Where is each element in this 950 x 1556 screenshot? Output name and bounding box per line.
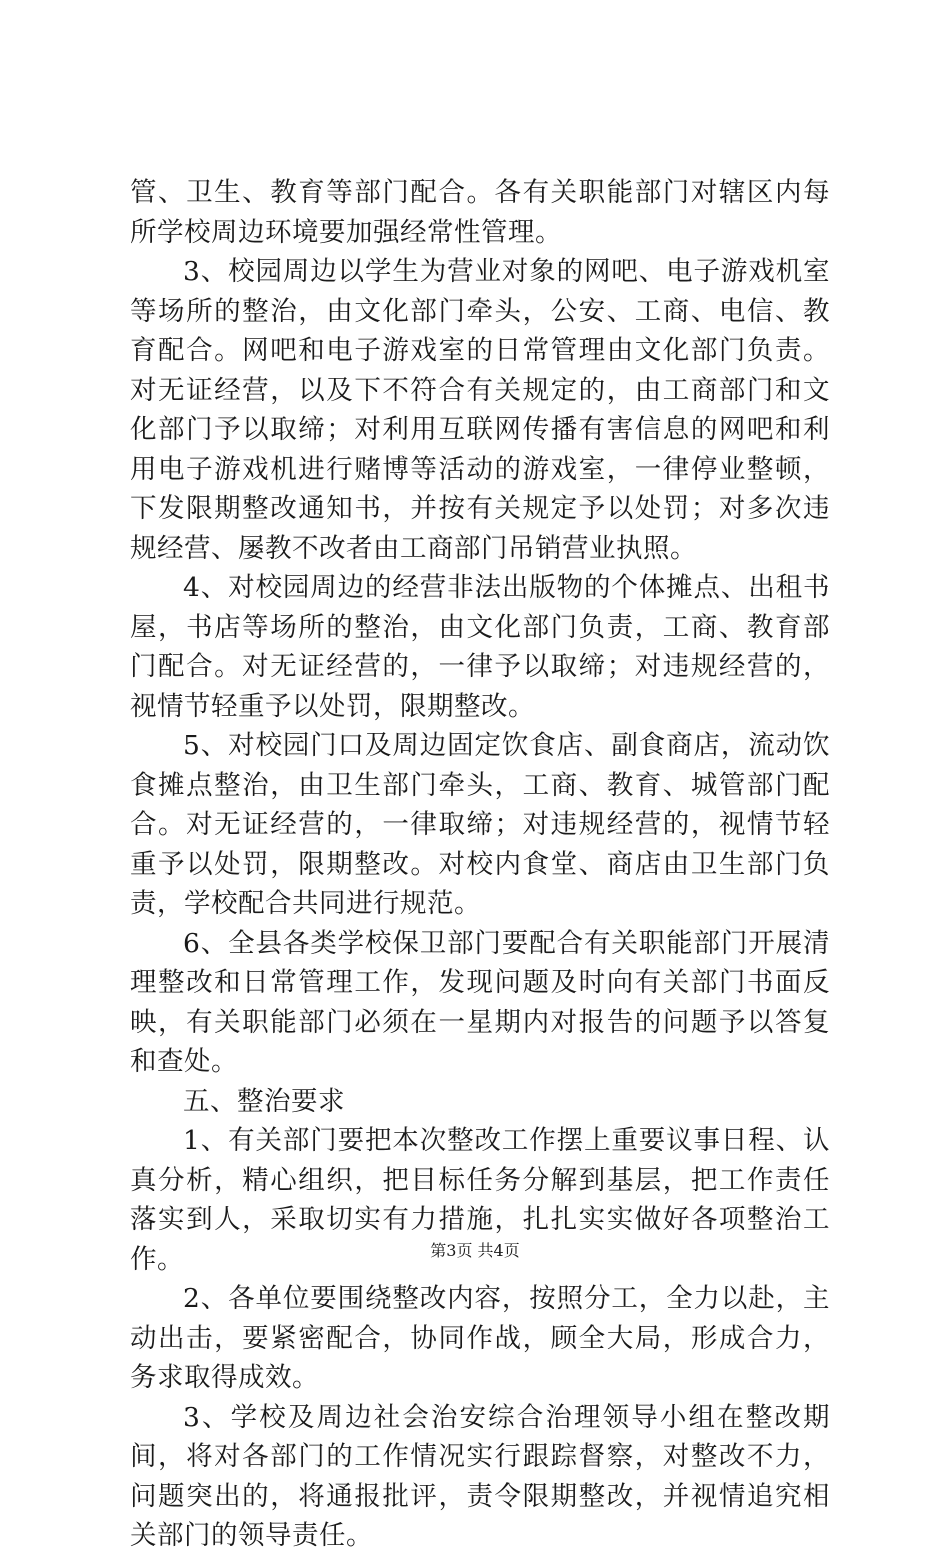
paragraph-item-4-publications: 4、对校园周边的经营非法出版物的个体摊点、出租书屋，书店等场所的整治，由文化部门负责，工商、教育部门配合。对无证经营的，一律予以取缔；对违规经营的，视情节轻重予以处罚，限期整改。 [130,572,830,722]
paragraph-requirement-3: 3、学校及周边社会治安综合治理领导小组在整改期间，将对各部门的工作情况实行跟踪督察，对整改不力，问题突出的，将通报批评，责令限期整改，并视情追究相关部门的领导责任。 [130,1401,830,1551]
document-body [130,173,830,1556]
paragraph-item-6-school-security: 6、全县各类学校保卫部门要配合有关职能部门开展清理整改和日常管理工作，发现问题及时向有关部门书面反映，有关职能部门必须在一星期内对报告的问题予以答复和查处。 [130,927,830,1077]
paragraph-continued-text: 管、卫生、教育等部门配合。各有关职能部门对辖区内每所学校周边环境要加强经常性管理。 [130,177,830,248]
paragraph-requirement-1: 1、有关部门要把本次整改工作摆上重要议事日程、认真分析，精心组织，把目标任务分解到基层，把工作责任落实到人，采取切实有力措施，扎扎实实做好各项整治工作。 [130,1125,830,1275]
paragraph-item-5-food-stalls: 5、对校园门口及周边固定饮食店、副食商店，流动饮食摊点整治，由卫生部门牵头，工商、教育、城管部门配合。对无证经营的，一律取缔；对违规经营的，视情节轻重予以处罚，限期整改。对校内食堂、商店由卫生部门负责，学校配合共同进行规范。 [130,730,830,919]
paragraph-item-3-internet-cafes: 3、校园周边以学生为营业对象的网吧、电子游戏机室等场所的整治，由文化部门牵头，公安、工商、电信、教育配合。网吧和电子游戏室的日常管理由文化部门负责。对无证经营，以及下不符合有关规定的，由工商部门和文化部门予以取缔；对利用互联网传播有害信息的网吧和利用电子游戏机进行赌博等活动的游戏室，一律停业整顿，下发限期整改通知书，并按有关规定予以处罚；对多次违规经营、屡教不改者由工商部门吊销营业执照。 [130,256,830,564]
paragraph-requirement-2: 2、各单位要围绕整改内容，按照分工，全力以赴，主动出击，要紧密配合，协同作战，顾全大局，形成合力，务求取得成效。 [130,1283,830,1393]
page-number-footer: 第3页 共4页 [430,1241,520,1260]
section-heading-requirements: 五、整治要求 [183,1085,345,1117]
